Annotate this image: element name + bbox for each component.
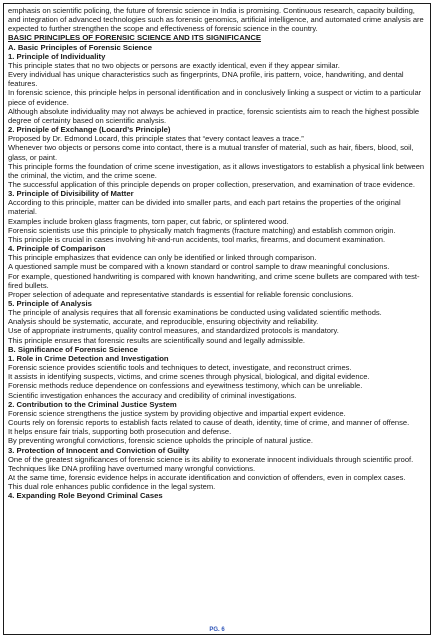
paragraph: The successful application of this principle depends on proper collection, preservation, and examination of trace evidence. bbox=[8, 179, 415, 189]
principle-heading: 4. Expanding Role Beyond Criminal Cases bbox=[8, 491, 163, 501]
principle-heading: 2. Contribution to the Criminal Justice System bbox=[8, 399, 177, 409]
paragraph: By preventing wrongful convictions, forensic science upholds the principle of natural justice. bbox=[8, 436, 313, 446]
principle-heading: 5. Principle of Analysis bbox=[8, 299, 92, 308]
paragraph: Every individual has unique characteristics such as fingerprints, DNA profile, iris pattern, voice, handwriting, and dental features. bbox=[8, 70, 404, 89]
paragraph: For example, questioned handwriting is compared with known handwriting, and crime scene bullets are compared with test-fired bullets. bbox=[8, 271, 420, 290]
paragraph: Courts rely on forensic reports to establish facts related to cause of death, identity, time of crime, and manner of offense. bbox=[8, 418, 410, 428]
paragraph: Although absolute individuality may not always be achieved in practice, forensic scientists aim to reach the highest possible degree of certainty based on scientific analysis. bbox=[8, 106, 420, 125]
paragraph: Use of appropriate instruments, quality control measures, and standardized protocols is mandatory. bbox=[8, 326, 339, 336]
paragraph: Forensic scientists use this principle to physically match fragments (fracture matching) and establish common origin. bbox=[8, 225, 396, 235]
paragraph: Forensic science strengthens the justice system by providing objective and impartial expert evidence. bbox=[8, 408, 346, 418]
paragraph: It assists in identifying suspects, victims, and crime scenes through physical, biological, and digital evidence. bbox=[8, 372, 370, 382]
document-page bbox=[3, 3, 431, 635]
principle-heading: 1. Role in Crime Detection and Investigation bbox=[8, 353, 169, 363]
paragraph: Forensic science provides scientific tools and techniques to detect, investigate, and reconstruct crimes. bbox=[8, 363, 352, 373]
paragraph: One of the greatest significances of forensic science is its ability to exonerate innocent individuals through scientific proof. bbox=[8, 454, 414, 464]
paragraph: Analysis should be systematic, accurate, and reproducible, ensuring objectivity and reliability. bbox=[8, 317, 319, 327]
paragraph: According to this principle, matter can be divided into smaller parts, and each part retains the properties of the original material. bbox=[8, 198, 401, 217]
paragraph: This principle ensures that forensic results are scientifically sound and legally admissible. bbox=[8, 335, 305, 345]
paragraph: The principle of analysis requires that all forensic examinations be conducted using validated scientific methods. bbox=[8, 308, 382, 318]
paragraph: emphasis on scientific policing, the future of forensic science in India is promising. Continuous research, capacity building, and integration of advanced technologies such as forensic genomics, artificial intelligence, and automated crime analysis are expected to further strengthen the scope and effectiveness of forensic science in the country. bbox=[8, 6, 424, 34]
paragraph: This principle forms the foundation of crime scene investigation, as it allows investigators to establish a physical link between the criminal, the victim, and the crime scene. bbox=[8, 161, 425, 180]
section-heading: BASIC PRINCIPLES OF FORENSIC SCIENCE AND ITS SIGNIFICANCE bbox=[8, 33, 261, 43]
document-body bbox=[8, 6, 426, 500]
paragraph: Whenever two objects or persons come into contact, there is a mutual transfer of material, such as hair, fibers, blood, soil, glass, or paint. bbox=[8, 143, 414, 162]
paragraph: Examples include broken glass fragments, torn paper, cut fabric, or splintered wood. bbox=[8, 216, 289, 226]
principle-heading: 3. Protection of Innocent and Conviction of Guilty bbox=[8, 445, 190, 455]
paragraph: In forensic science, this principle helps in personal identification and in conclusively linking a suspect or victim to a particular piece of evidence. bbox=[8, 88, 422, 107]
page-number: PG. 6 bbox=[209, 627, 225, 633]
paragraph: This principle states that no two objects or persons are exactly identical, even if they appear similar. bbox=[8, 60, 340, 70]
paragraph: This dual role enhances public confidence in the legal system. bbox=[8, 482, 216, 492]
paragraph: Proper selection of adequate and representative standards is essential for reliable forensic conclusions. bbox=[8, 289, 354, 299]
paragraph: At the same time, forensic evidence helps in accurate identification and conviction of offenders, even in complex cases. bbox=[8, 472, 406, 482]
paragraph: This principle is crucial in cases involving hit-and-run accidents, tool marks, firearms, and document examination. bbox=[8, 234, 386, 244]
principle-heading: 2. Principle of Exchange (Locard’s Principle) bbox=[8, 125, 171, 135]
principle-heading: 3. Principle of Divisibility of Matter bbox=[8, 189, 134, 199]
principle-heading: 1. Principle of Individuality bbox=[8, 51, 106, 61]
paragraph: Proposed by Dr. Edmond Locard, this principle states that “every contact leaves a trace.” bbox=[8, 134, 304, 144]
subsection-heading: B. Significance of Forensic Science bbox=[8, 344, 138, 354]
subsection-heading: A. Basic Principles of Forensic Science bbox=[8, 42, 152, 52]
paragraph: It helps ensure fair trials, supporting both prosecution and defense. bbox=[8, 427, 232, 437]
paragraph: Scientific investigation enhances the accuracy and credibility of criminal investigations. bbox=[8, 390, 297, 400]
paragraph: Forensic methods reduce dependence on confessions and eyewitness testimony, which can be unreliable. bbox=[8, 381, 363, 391]
paragraph: This principle emphasizes that evidence can only be identified or linked through comparison. bbox=[8, 253, 317, 263]
principle-heading: 4. Principle of Comparison bbox=[8, 244, 106, 254]
paragraph: Techniques like DNA profiling have overturned many wrongful convictions. bbox=[8, 463, 256, 473]
paragraph: A questioned sample must be compared with a known standard or control sample to draw meaningful conclusions. bbox=[8, 262, 390, 272]
